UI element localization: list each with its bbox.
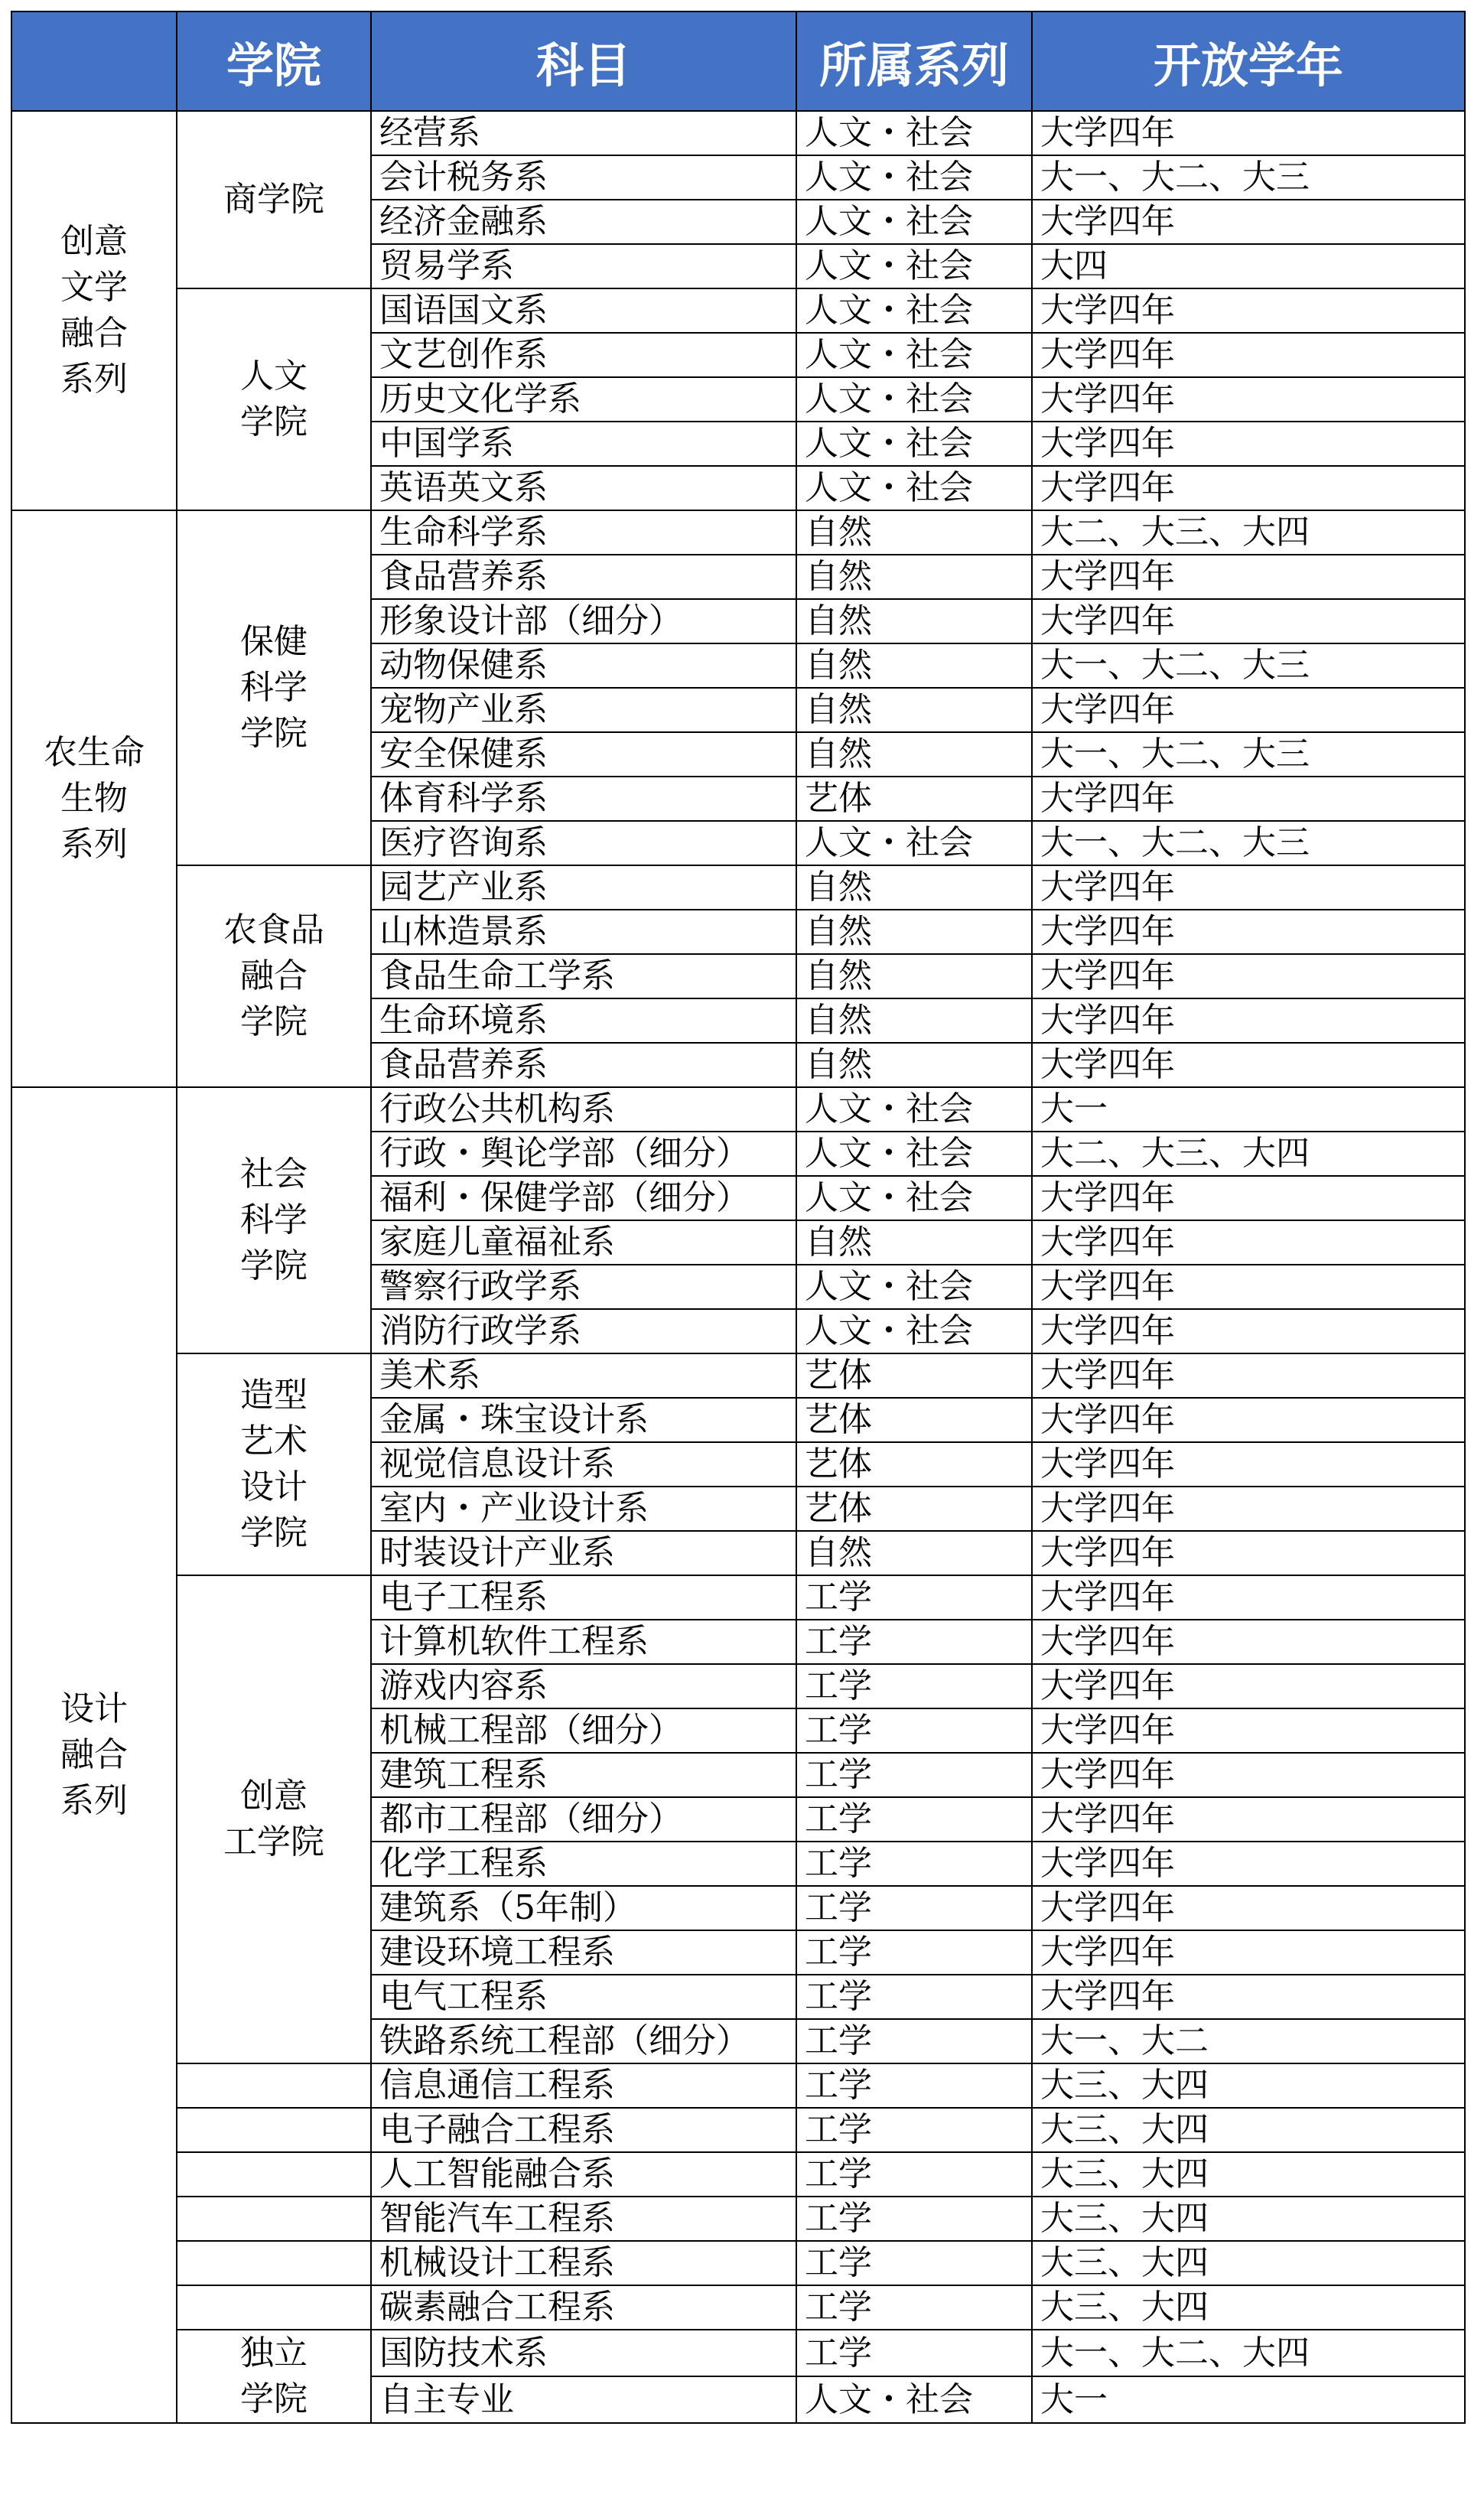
category-cell: 工学: [796, 2241, 1032, 2285]
table-row: [11, 2063, 1465, 2108]
years-cell: 大学四年: [1032, 688, 1465, 732]
subject-cell: 机械工程部（细分）: [371, 1708, 796, 1753]
subject-cell: 行政・舆论学部（细分）: [371, 1132, 796, 1176]
years-cell: 大三、大四: [1032, 2063, 1465, 2108]
subject-cell: 建设环境工程系: [371, 1930, 796, 1975]
table-header: [11, 11, 1465, 111]
subject-cell: 家庭儿童福祉系: [371, 1220, 796, 1265]
category-cell: 自然: [796, 998, 1032, 1043]
category-cell: 工学: [796, 2019, 1032, 2063]
subject-cell: 建筑工程系: [371, 1753, 796, 1797]
category-cell: 工学: [796, 1886, 1032, 1930]
college-cell: 人文 学院: [177, 288, 371, 510]
subject-cell: 化学工程系: [371, 1842, 796, 1886]
category-cell: 人文・社会: [796, 1087, 1032, 1132]
table-body: [11, 111, 1465, 2423]
college-cell: [177, 2241, 371, 2285]
category-cell: 自然: [796, 643, 1032, 688]
table-row: [11, 510, 1465, 555]
years-cell: 大学四年: [1032, 333, 1465, 377]
years-cell: 大三、大四: [1032, 2197, 1465, 2241]
college-cell: 保健 科学 学院: [177, 510, 371, 865]
category-cell: 人文・社会: [796, 1265, 1032, 1309]
subject-cell: 形象设计部（细分）: [371, 599, 796, 643]
years-cell: 大四: [1032, 244, 1465, 288]
subject-cell: 文艺创作系: [371, 333, 796, 377]
years-cell: 大一: [1032, 2376, 1465, 2423]
years-cell: 大学四年: [1032, 1930, 1465, 1975]
years-cell: 大学四年: [1032, 1575, 1465, 1620]
subject-cell: 计算机软件工程系: [371, 1620, 796, 1664]
subject-cell: 游戏内容系: [371, 1664, 796, 1708]
subject-cell: 体育科学系: [371, 777, 796, 821]
years-cell: 大学四年: [1032, 377, 1465, 422]
years-cell: 大学四年: [1032, 422, 1465, 466]
years-cell: 大学四年: [1032, 1620, 1465, 1664]
college-cell: [177, 2152, 371, 2197]
subject-cell: 国语国文系: [371, 288, 796, 333]
years-cell: 大一、大二、大三: [1032, 821, 1465, 865]
years-cell: 大三、大四: [1032, 2108, 1465, 2152]
years-cell: 大学四年: [1032, 200, 1465, 244]
years-cell: 大学四年: [1032, 1886, 1465, 1930]
category-cell: 人文・社会: [796, 1132, 1032, 1176]
years-cell: 大学四年: [1032, 1265, 1465, 1309]
subject-cell: 医疗咨询系: [371, 821, 796, 865]
category-cell: 工学: [796, 1708, 1032, 1753]
subject-cell: 山林造景系: [371, 910, 796, 954]
category-cell: 自然: [796, 865, 1032, 910]
college-cell: 创意 工学院: [177, 1575, 371, 2063]
category-cell: 自然: [796, 732, 1032, 777]
subject-cell: 英语英文系: [371, 466, 796, 510]
college-cell: [177, 2197, 371, 2241]
years-cell: 大学四年: [1032, 1176, 1465, 1220]
subject-cell: 福利・保健学部（细分）: [371, 1176, 796, 1220]
category-cell: 人文・社会: [796, 200, 1032, 244]
years-cell: 大学四年: [1032, 1309, 1465, 1353]
college-cell: 农食品 融合 学院: [177, 865, 371, 1087]
years-cell: 大学四年: [1032, 865, 1465, 910]
category-cell: 工学: [796, 1575, 1032, 1620]
category-cell: 人文・社会: [796, 1309, 1032, 1353]
table-row: [11, 288, 1465, 333]
years-cell: 大学四年: [1032, 1531, 1465, 1575]
header-blank: [11, 11, 177, 111]
table-row: [11, 2152, 1465, 2197]
category-cell: 工学: [796, 2108, 1032, 2152]
subject-cell: 视觉信息设计系: [371, 1442, 796, 1487]
college-cell: 独立 学院: [177, 2330, 371, 2423]
subject-cell: 机械设计工程系: [371, 2241, 796, 2285]
years-cell: 大一、大二、大三: [1032, 155, 1465, 200]
subject-cell: 建筑系（5年制）: [371, 1886, 796, 1930]
category-cell: 自然: [796, 1531, 1032, 1575]
subject-cell: 中国学系: [371, 422, 796, 466]
category-cell: 人文・社会: [796, 2376, 1032, 2423]
category-cell: 艺体: [796, 777, 1032, 821]
years-cell: 大二、大三、大四: [1032, 1132, 1465, 1176]
subject-cell: 园艺产业系: [371, 865, 796, 910]
subject-cell: 警察行政学系: [371, 1265, 796, 1309]
years-cell: 大学四年: [1032, 998, 1465, 1043]
category-cell: 工学: [796, 1753, 1032, 1797]
category-cell: 工学: [796, 1930, 1032, 1975]
subject-cell: 食品营养系: [371, 555, 796, 599]
category-cell: 人文・社会: [796, 111, 1032, 155]
category-cell: 自然: [796, 688, 1032, 732]
years-cell: 大学四年: [1032, 1398, 1465, 1442]
years-cell: 大学四年: [1032, 910, 1465, 954]
header-row: [11, 11, 1465, 111]
years-cell: 大三、大四: [1032, 2241, 1465, 2285]
subject-cell: 贸易学系: [371, 244, 796, 288]
category-cell: 人文・社会: [796, 333, 1032, 377]
years-cell: 大学四年: [1032, 111, 1465, 155]
years-cell: 大学四年: [1032, 777, 1465, 821]
category-cell: 人文・社会: [796, 422, 1032, 466]
category-cell: 工学: [796, 2285, 1032, 2330]
years-cell: 大学四年: [1032, 1220, 1465, 1265]
years-cell: 大学四年: [1032, 1442, 1465, 1487]
category-cell: 自然: [796, 1220, 1032, 1265]
years-cell: 大二、大三、大四: [1032, 510, 1465, 555]
subject-cell: 室内・产业设计系: [371, 1487, 796, 1531]
category-cell: 人文・社会: [796, 466, 1032, 510]
subject-cell: 电子融合工程系: [371, 2108, 796, 2152]
years-cell: 大学四年: [1032, 555, 1465, 599]
subject-cell: 经营系: [371, 111, 796, 155]
category-cell: 自然: [796, 910, 1032, 954]
years-cell: 大学四年: [1032, 954, 1465, 998]
years-cell: 大学四年: [1032, 599, 1465, 643]
table-row: [11, 2241, 1465, 2285]
years-cell: 大学四年: [1032, 288, 1465, 333]
years-cell: 大学四年: [1032, 1708, 1465, 1753]
category-cell: 工学: [796, 2063, 1032, 2108]
category-cell: 艺体: [796, 1487, 1032, 1531]
category-cell: 自然: [796, 954, 1032, 998]
subject-cell: 信息通信工程系: [371, 2063, 796, 2108]
category-cell: 工学: [796, 1797, 1032, 1842]
category-cell: 人文・社会: [796, 288, 1032, 333]
series-cell: 设计 融合 系列: [11, 1087, 177, 2423]
category-cell: 工学: [796, 2197, 1032, 2241]
years-cell: 大一、大二、大三: [1032, 732, 1465, 777]
category-cell: 艺体: [796, 1398, 1032, 1442]
subject-cell: 金属・珠宝设计系: [371, 1398, 796, 1442]
subject-cell: 时装设计产业系: [371, 1531, 796, 1575]
years-cell: 大三、大四: [1032, 2285, 1465, 2330]
subject-cell: 智能汽车工程系: [371, 2197, 796, 2241]
subject-cell: 食品生命工学系: [371, 954, 796, 998]
years-cell: 大学四年: [1032, 1043, 1465, 1087]
table-row: [11, 1353, 1465, 1398]
category-cell: 工学: [796, 1842, 1032, 1886]
category-cell: 艺体: [796, 1442, 1032, 1487]
subject-cell: 行政公共机构系: [371, 1087, 796, 1132]
subject-cell: 电气工程系: [371, 1975, 796, 2019]
subject-cell: 都市工程部（细分）: [371, 1797, 796, 1842]
header-category: 所属系列: [796, 11, 1032, 111]
years-cell: 大三、大四: [1032, 2152, 1465, 2197]
category-cell: 工学: [796, 2330, 1032, 2376]
table-row: [11, 2285, 1465, 2330]
category-cell: 人文・社会: [796, 1176, 1032, 1220]
years-cell: 大学四年: [1032, 1753, 1465, 1797]
subject-cell: 生命科学系: [371, 510, 796, 555]
subject-cell: 电子工程系: [371, 1575, 796, 1620]
subject-cell: 会计税务系: [371, 155, 796, 200]
years-cell: 大学四年: [1032, 1487, 1465, 1531]
table-row: [11, 2108, 1465, 2152]
table-row: [11, 2330, 1465, 2376]
years-cell: 大一、大二、大四: [1032, 2330, 1465, 2376]
subject-cell: 国防技术系: [371, 2330, 796, 2376]
subject-cell: 自主专业: [371, 2376, 796, 2423]
subject-cell: 人工智能融合系: [371, 2152, 796, 2197]
table-row: [11, 111, 1465, 155]
category-cell: 工学: [796, 1664, 1032, 1708]
years-cell: 大学四年: [1032, 1664, 1465, 1708]
subject-cell: 消防行政学系: [371, 1309, 796, 1353]
category-cell: 人文・社会: [796, 377, 1032, 422]
years-cell: 大一: [1032, 1087, 1465, 1132]
table-row: [11, 2197, 1465, 2241]
subject-cell: 动物保健系: [371, 643, 796, 688]
subject-cell: 美术系: [371, 1353, 796, 1398]
subject-cell: 经济金融系: [371, 200, 796, 244]
category-cell: 人文・社会: [796, 244, 1032, 288]
category-cell: 人文・社会: [796, 821, 1032, 865]
category-cell: 自然: [796, 599, 1032, 643]
table-row: [11, 865, 1465, 910]
subject-cell: 食品营养系: [371, 1043, 796, 1087]
category-cell: 自然: [796, 555, 1032, 599]
subject-cell: 碳素融合工程系: [371, 2285, 796, 2330]
table-row: [11, 1087, 1465, 1132]
subject-cell: 安全保健系: [371, 732, 796, 777]
years-cell: 大一、大二: [1032, 2019, 1465, 2063]
header-college: 学院: [177, 11, 371, 111]
series-cell: 创意 文学 融合 系列: [11, 111, 177, 510]
category-cell: 自然: [796, 510, 1032, 555]
header-years: 开放学年: [1032, 11, 1465, 111]
college-cell: [177, 2108, 371, 2152]
header-subject: 科目: [371, 11, 796, 111]
years-cell: 大一、大二、大三: [1032, 643, 1465, 688]
category-cell: 工学: [796, 1975, 1032, 2019]
series-cell: 农生命 生物 系列: [11, 510, 177, 1087]
years-cell: 大学四年: [1032, 1842, 1465, 1886]
years-cell: 大学四年: [1032, 1797, 1465, 1842]
category-cell: 自然: [796, 1043, 1032, 1087]
subject-cell: 历史文化学系: [371, 377, 796, 422]
majors-table: [11, 11, 1466, 2424]
subject-cell: 铁路系统工程部（细分）: [371, 2019, 796, 2063]
subject-cell: 生命环境系: [371, 998, 796, 1043]
table-row: [11, 1575, 1465, 1620]
college-cell: [177, 2285, 371, 2330]
years-cell: 大学四年: [1032, 1353, 1465, 1398]
category-cell: 艺体: [796, 1353, 1032, 1398]
years-cell: 大学四年: [1032, 1975, 1465, 2019]
category-cell: 工学: [796, 1620, 1032, 1664]
years-cell: 大学四年: [1032, 466, 1465, 510]
college-cell: 商学院: [177, 111, 371, 288]
college-cell: 社会 科学 学院: [177, 1087, 371, 1353]
college-cell: [177, 2063, 371, 2108]
subject-cell: 宠物产业系: [371, 688, 796, 732]
category-cell: 人文・社会: [796, 155, 1032, 200]
category-cell: 工学: [796, 2152, 1032, 2197]
college-cell: 造型 艺术 设计 学院: [177, 1353, 371, 1575]
